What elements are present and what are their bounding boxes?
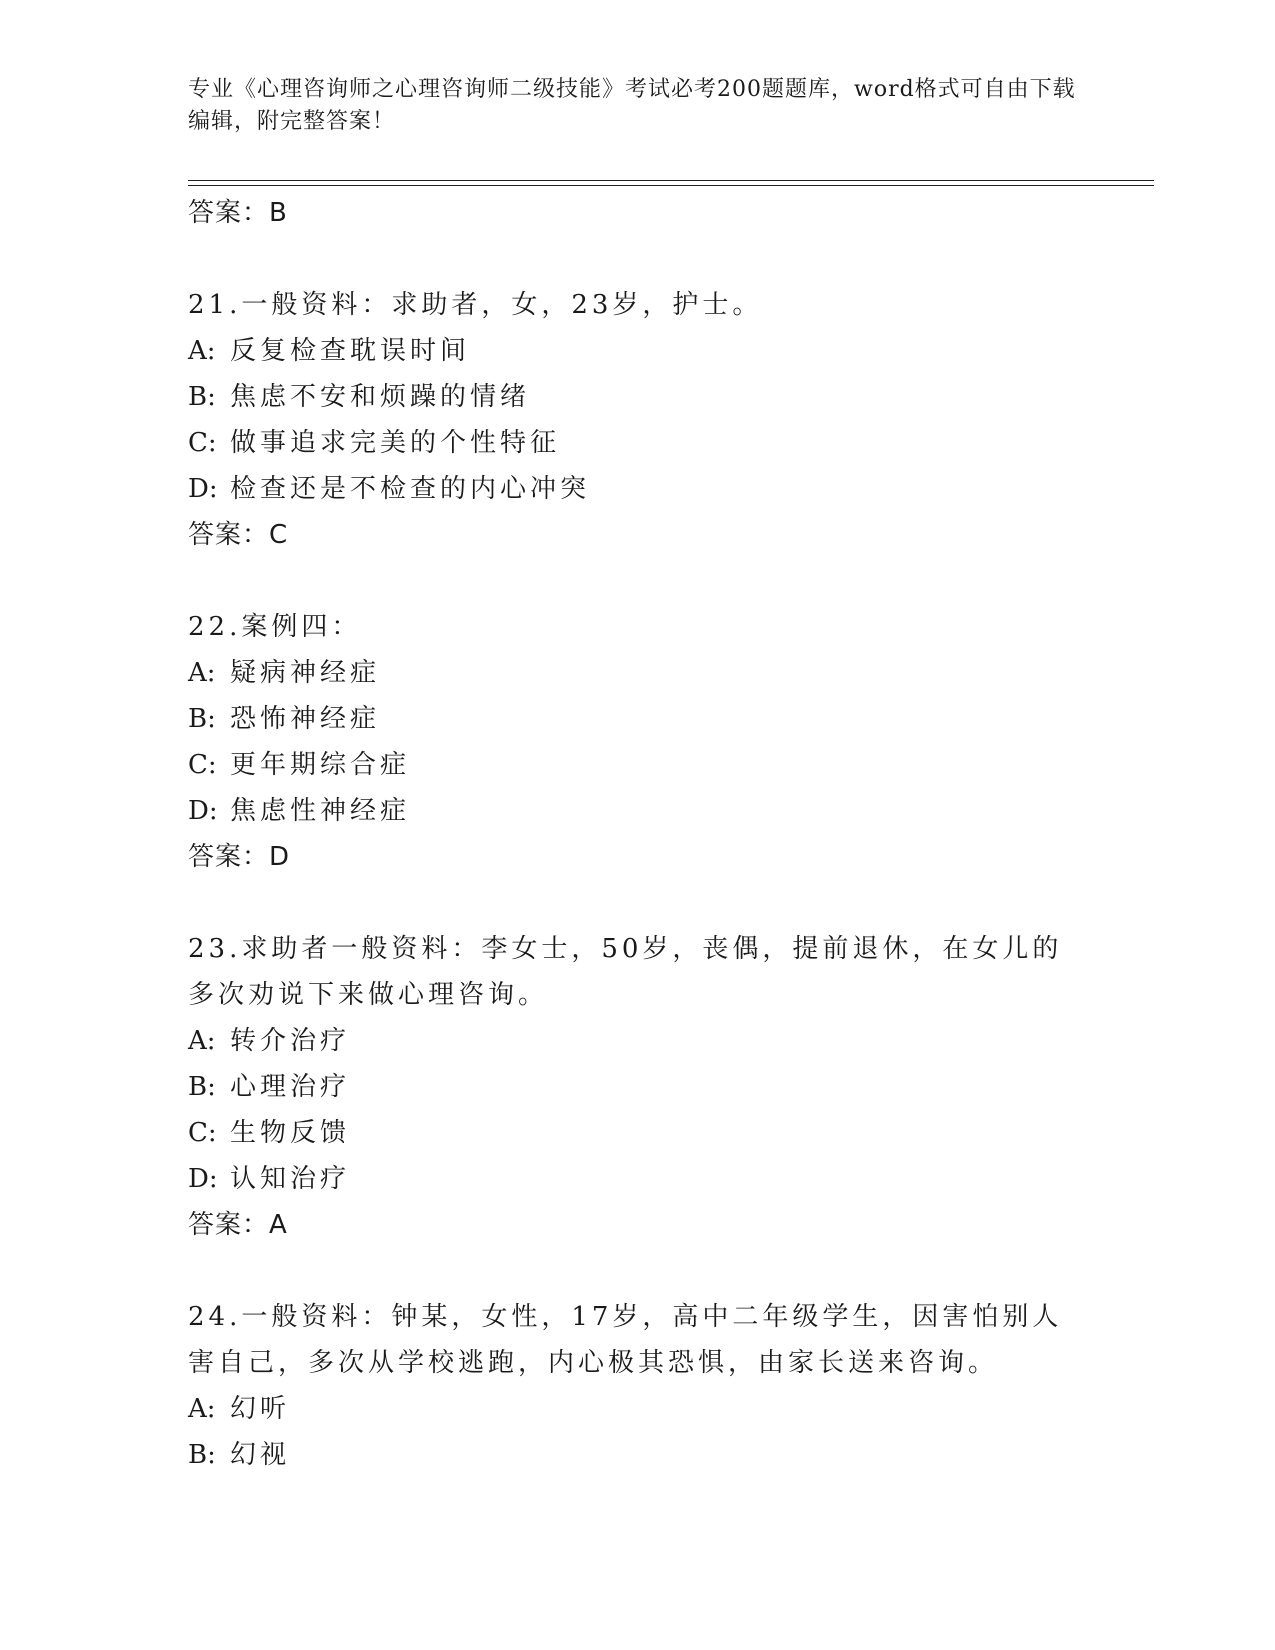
header-divider-top — [188, 180, 1154, 181]
option-text: 幻听 — [230, 1394, 291, 1424]
option-text: 更年期综合症 — [230, 750, 411, 780]
question-stem: 21.一般资料：求助者，女，23岁，护士。 — [188, 290, 763, 320]
option-a — [188, 1018, 1088, 1064]
option-text: 疑病神经症 — [230, 658, 381, 688]
option-a — [188, 1386, 1088, 1432]
option-key: B: — [188, 1072, 216, 1102]
option-c — [188, 742, 1088, 788]
option-text: 转介治疗 — [230, 1026, 351, 1056]
question-list — [188, 190, 1088, 1478]
option-key: D: — [188, 474, 218, 504]
option-text: 恐怖神经症 — [230, 704, 381, 734]
option-text: 焦虑性神经症 — [230, 796, 411, 826]
option-key: D: — [188, 796, 218, 826]
question-stem: 23.求助者一般资料：李女士，50岁，丧偶，提前退休，在女儿的多次劝说下来做心理咨询。 — [188, 934, 1063, 1010]
option-key: A: — [188, 658, 216, 688]
option-c — [188, 420, 1088, 466]
question-stem: 22.案例四： — [188, 612, 362, 642]
answer-line: 答案：C — [188, 520, 289, 550]
option-a — [188, 650, 1088, 696]
option-text: 心理治疗 — [230, 1072, 351, 1102]
option-d — [188, 466, 1088, 512]
option-b — [188, 696, 1088, 742]
question-21 — [188, 282, 1088, 558]
header-divider-bottom — [188, 185, 1154, 186]
question-stem: 24.一般资料：钟某，女性，17岁，高中二年级学生，因害怕别人害自己，多次从学校逃跑，内心极其恐惧，由家长送来咨询。 — [188, 1302, 1063, 1378]
option-text: 反复检查耽误时间 — [230, 336, 471, 366]
option-text: 检查还是不检查的内心冲突 — [230, 474, 591, 504]
header-note: 专业《心理咨询师之心理咨询师二级技能》考试必考200题题库，word格式可自由下载编辑，附完整答案！ — [188, 77, 1076, 134]
option-key: A: — [188, 336, 216, 366]
option-text: 生物反馈 — [230, 1118, 351, 1148]
answer-line: 答案：A — [188, 1210, 288, 1240]
option-a — [188, 328, 1088, 374]
question-23 — [188, 926, 1088, 1248]
option-key: B: — [188, 704, 216, 734]
option-text: 做事追求完美的个性特征 — [230, 428, 561, 458]
option-text: 焦虑不安和烦躁的情绪 — [230, 382, 531, 412]
question-22 — [188, 604, 1088, 880]
answer-line: 答案：B — [188, 198, 288, 228]
option-text: 认知治疗 — [230, 1164, 351, 1194]
option-key: D: — [188, 1164, 218, 1194]
question-24 — [188, 1294, 1088, 1478]
option-key: A: — [188, 1394, 216, 1424]
option-key: B: — [188, 1440, 216, 1470]
option-c — [188, 1110, 1088, 1156]
option-key: A: — [188, 1026, 216, 1056]
option-b — [188, 1064, 1088, 1110]
option-d — [188, 788, 1088, 834]
option-text: 幻视 — [230, 1440, 291, 1470]
option-key: C: — [188, 428, 217, 458]
option-d — [188, 1156, 1088, 1202]
option-b — [188, 1432, 1088, 1478]
option-key: C: — [188, 750, 217, 780]
answer-line: 答案：D — [188, 842, 291, 872]
option-b — [188, 374, 1088, 420]
option-key: B: — [188, 382, 216, 412]
option-key: C: — [188, 1118, 217, 1148]
